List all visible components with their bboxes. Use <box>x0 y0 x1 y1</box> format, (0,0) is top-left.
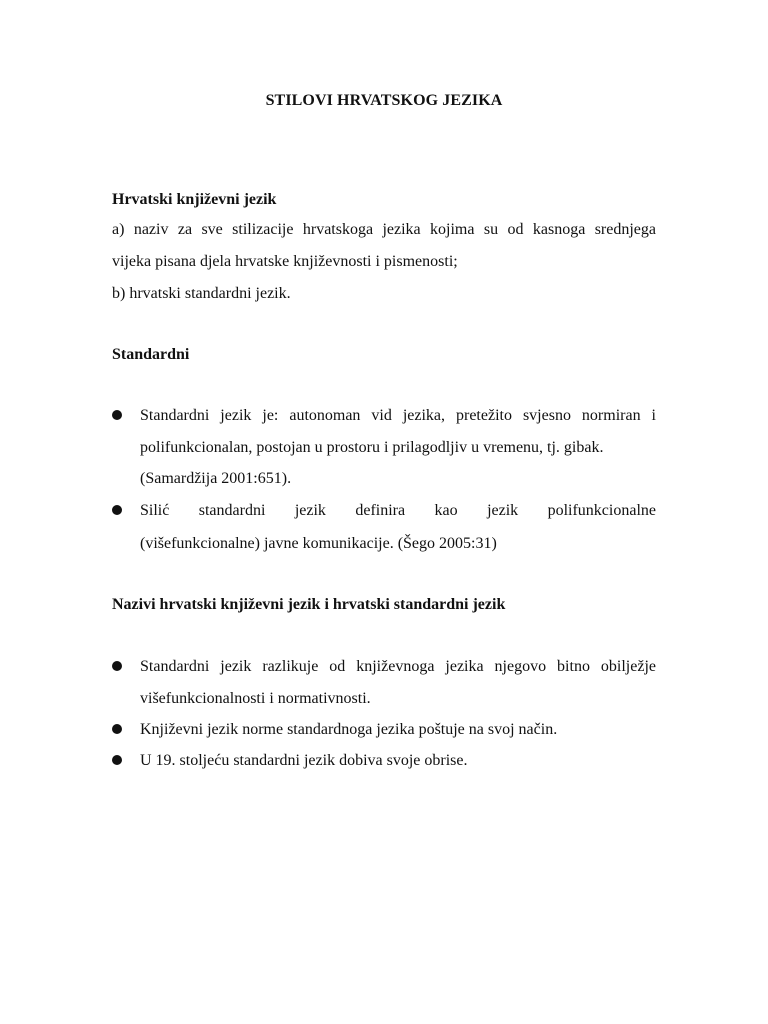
definition-line-a-continued: vijeka pisana djela hrvatske književnosti i pismenosti; <box>112 253 458 270</box>
bullet-icon <box>112 755 122 765</box>
bullet-icon <box>112 505 122 515</box>
bullet-text-line: Silić standardni jezik definira kao jezik polifunkcionalne <box>140 502 656 519</box>
section-heading-standardni: Standardni <box>112 346 190 363</box>
section-heading-nazivi: Nazivi hrvatski književni jezik i hrvatski standardni jezik <box>112 596 506 613</box>
bullet-text-line: Standardni jezik razlikuje od književnoga jezika njegovo bitno obilježje <box>140 658 656 675</box>
section-heading-hrvatski-knjizevni-jezik: Hrvatski književni jezik <box>112 191 277 208</box>
bullet-text-line: (Samardžija 2001:651). <box>140 470 292 487</box>
bullet-text-line: višefunkcionalnosti i normativnosti. <box>140 690 371 707</box>
bullet-icon <box>112 661 122 671</box>
bullet-text-line: polifunkcionalan, postojan u prostoru i prilagodljiv u vremenu, tj. gibak. <box>140 439 604 456</box>
definition-line-b: b) hrvatski standardni jezik. <box>112 285 291 302</box>
definition-line-a: a) naziv za sve stilizacije hrvatskoga jezika kojima su od kasnoga srednjega <box>112 221 656 238</box>
bullet-text-line: Standardni jezik je: autonoman vid jezika, pretežito svjesno normiran i <box>140 407 656 424</box>
bullet-icon <box>112 410 122 420</box>
bullet-text-line: Književni jezik norme standardnoga jezika poštuje na svoj način. <box>140 721 558 738</box>
bullet-icon <box>112 724 122 734</box>
document-title: STILOVI HRVATSKOG JEZIKA <box>265 92 503 109</box>
bullet-text-line: U 19. stoljeću standardni jezik dobiva svoje obrise. <box>140 752 468 769</box>
bullet-text-line: (višefunkcionalne) javne komunikacije. (Šego 2005:31) <box>140 535 497 552</box>
